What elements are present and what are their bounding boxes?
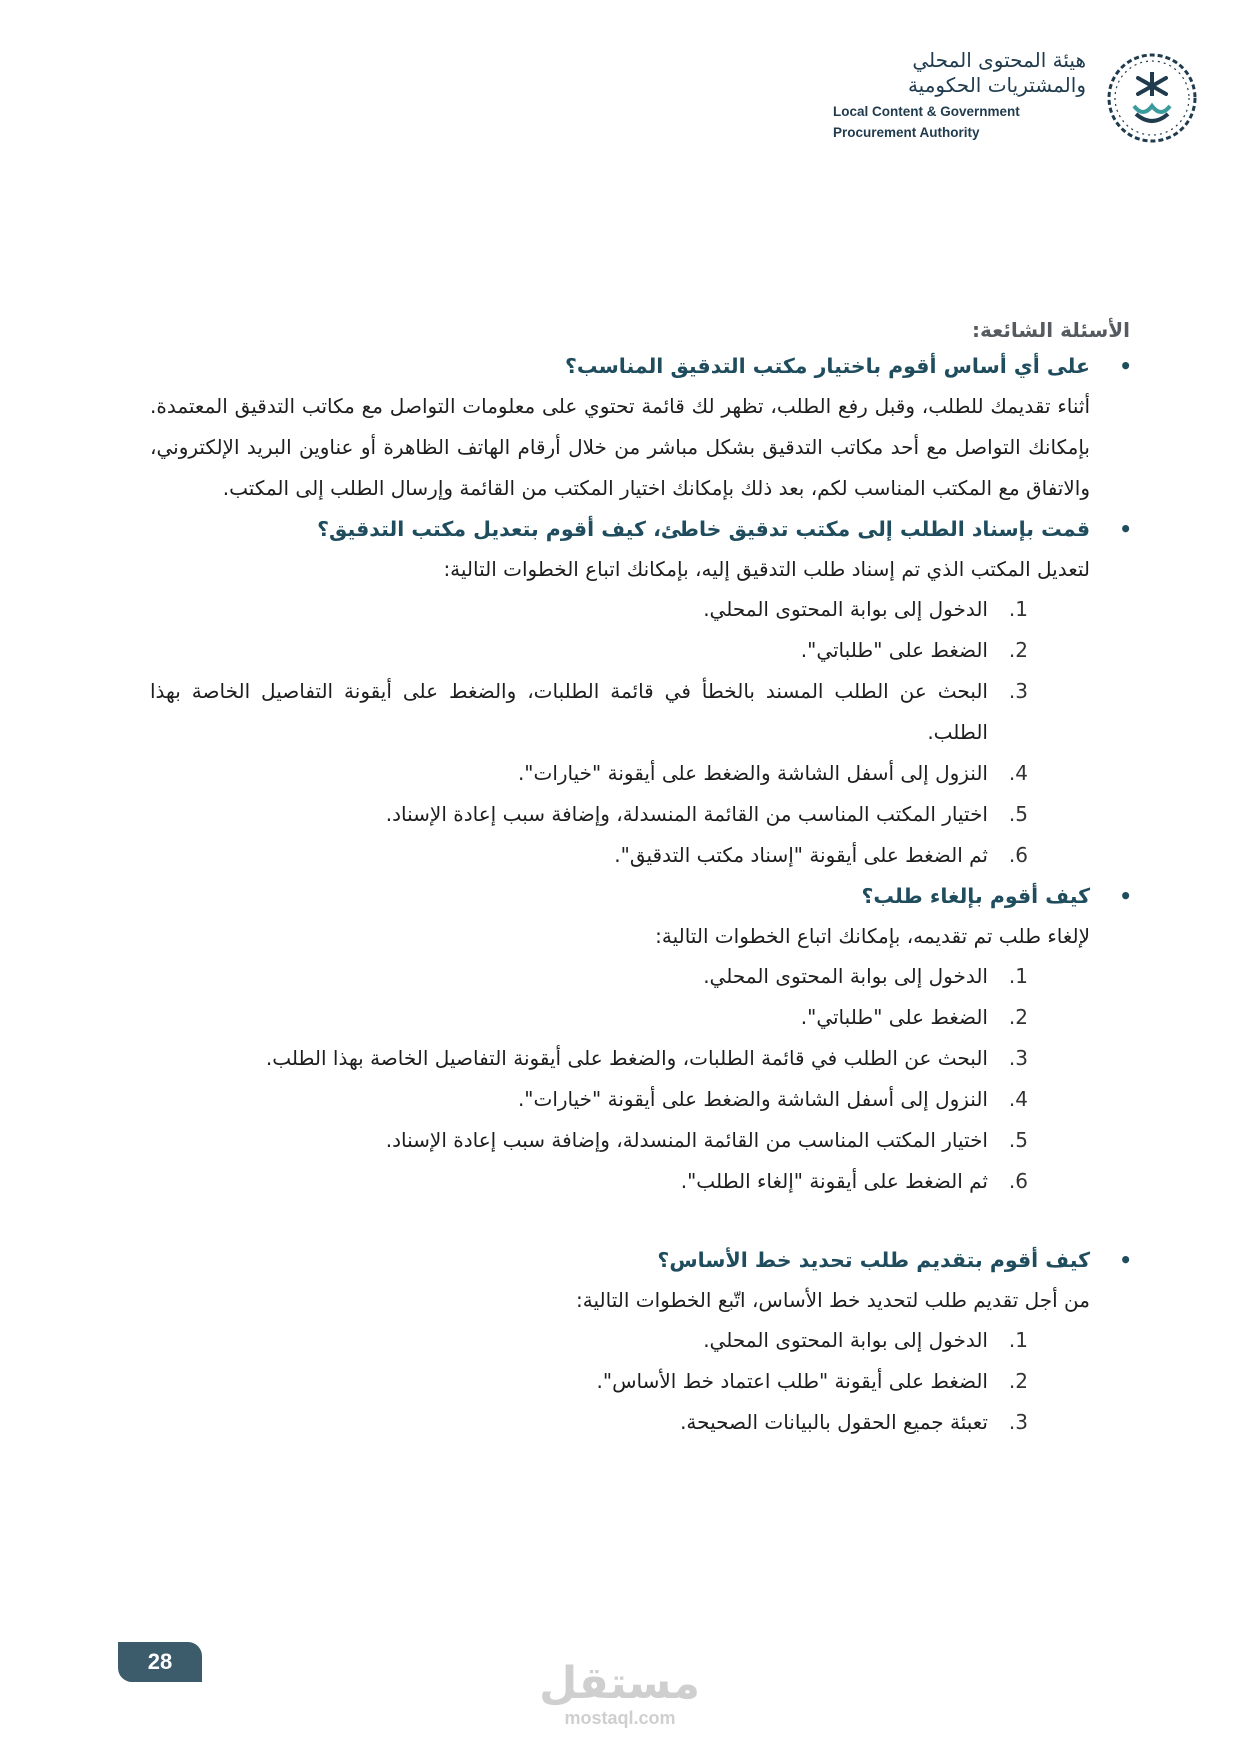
bullet-icon: •	[1119, 517, 1132, 541]
step-number: 5.	[1008, 802, 1028, 826]
step-number: 1.	[1008, 597, 1028, 621]
step-text: اختيار المكتب المناسب من القائمة المنسدلة، وإضافة سبب إعادة الإسناد.	[385, 802, 988, 826]
faq-heading: الأسئلة الشائعة:	[972, 318, 1130, 342]
step-text: النزول إلى أسفل الشاشة والضغط على أيقونة "خيارات".	[517, 1087, 988, 1111]
step-number: 3.	[1008, 1410, 1028, 1434]
bullet-icon: •	[1119, 884, 1132, 908]
watermark-ar: مستقل	[539, 1658, 700, 1709]
page-header	[822, 48, 1202, 158]
question-text: كيف أقوم بإلغاء طلب؟	[861, 884, 1090, 908]
org-name-ar-line2: والمشتريات الحكومية	[907, 73, 1086, 97]
step-text: البحث عن الطلب المسند بالخطأ في قائمة الطلبات، والضغط على أيقونة التفاصيل الخاصة بهذا الطلب.	[150, 679, 988, 744]
step-text: اختيار المكتب المناسب من القائمة المنسدلة، وإضافة سبب إعادة الإسناد.	[385, 1128, 988, 1152]
step-number: 3.	[1008, 1046, 1028, 1070]
faq-question-2	[150, 509, 1132, 549]
step-number: 6.	[1008, 1169, 1028, 1193]
org-name-ar-line1: هيئة المحتوى المحلي	[912, 48, 1086, 72]
list-item	[150, 1361, 1090, 1402]
faq-intro-4: من أجل تقديم طلب لتحديد خط الأساس، اتّبع الخطوات التالية:	[576, 1288, 1090, 1312]
step-text: الضغط على "طلباتي".	[800, 638, 988, 662]
list-item	[150, 1320, 1090, 1361]
steps-list-3	[150, 956, 1090, 1202]
list-item	[150, 997, 1090, 1038]
step-number: 2.	[1008, 1005, 1028, 1029]
step-text: الضغط على "طلباتي".	[800, 1005, 988, 1029]
faq-question-3	[150, 876, 1132, 916]
org-name-en-line1: Local Content & Government	[833, 104, 1020, 119]
list-item	[150, 1038, 1090, 1079]
step-text: الدخول إلى بوابة المحتوى المحلي.	[703, 1328, 988, 1352]
step-number: 4.	[1008, 761, 1028, 785]
page-number-badge: 28	[118, 1642, 202, 1682]
faq-answer-1: أثناء تقديمك للطلب، وقبل رفع الطلب، تظهر لك قائمة تحتوي على معلومات التواصل مع مكاتب التدقيق المعتمدة. بإمكانك التواصل مع أحد مكاتب التدقيق بشكل مباشر من خلال أرقام الهاتف الظاهرة أو عناوين البريد الإلكتروني، والاتفاق مع المكتب المناسب لكم، بعد ذلك بإمكانك اختيار المكتب من القائمة وإرسال الطلب إلى المكتب.	[150, 394, 1090, 500]
step-number: 5.	[1008, 1128, 1028, 1152]
steps-list-2	[150, 589, 1090, 876]
lcgpa-logo-icon	[1102, 48, 1202, 148]
step-number: 6.	[1008, 843, 1028, 867]
watermark-en: mostaql.com	[564, 1708, 676, 1728]
section-spacer	[150, 1202, 1090, 1240]
list-item	[150, 589, 1090, 630]
list-item	[150, 753, 1090, 794]
bullet-icon: •	[1119, 354, 1132, 378]
step-number: 4.	[1008, 1087, 1028, 1111]
step-text: البحث عن الطلب في قائمة الطلبات، والضغط على أيقونة التفاصيل الخاصة بهذا الطلب.	[265, 1046, 988, 1070]
step-text: ثم الضغط على أيقونة "إسناد مكتب التدقيق".	[614, 843, 988, 867]
bullet-icon: •	[1119, 1248, 1132, 1272]
list-item	[150, 956, 1090, 997]
org-name-block	[806, 48, 1086, 140]
steps-list-4	[150, 1320, 1090, 1443]
faq-intro-2: لتعديل المكتب الذي تم إسناد طلب التدقيق إليه، بإمكانك اتباع الخطوات التالية:	[443, 557, 1090, 581]
step-text: الدخول إلى بوابة المحتوى المحلي.	[703, 964, 988, 988]
faq-intro-3: لإلغاء طلب تم تقديمه، بإمكانك اتباع الخطوات التالية:	[655, 924, 1090, 948]
org-name-en-line2: Procurement Authority	[833, 125, 980, 140]
step-text: تعبئة جميع الحقول بالبيانات الصحيحة.	[680, 1410, 988, 1434]
faq-section	[150, 318, 1132, 1443]
list-item	[150, 1079, 1090, 1120]
watermark	[540, 1660, 700, 1728]
step-text: ثم الضغط على أيقونة "إلغاء الطلب".	[680, 1169, 988, 1193]
faq-question-4	[150, 1240, 1132, 1280]
list-item	[150, 794, 1090, 835]
list-item	[150, 1402, 1090, 1443]
step-text: الدخول إلى بوابة المحتوى المحلي.	[703, 597, 988, 621]
step-number: 1.	[1008, 1328, 1028, 1352]
list-item	[150, 630, 1090, 671]
step-text: النزول إلى أسفل الشاشة والضغط على أيقونة "خيارات".	[517, 761, 988, 785]
step-number: 2.	[1008, 1369, 1028, 1393]
question-text: قمت بإسناد الطلب إلى مكتب تدقيق خاطئ، كيف أقوم بتعديل مكتب التدقيق؟	[317, 517, 1090, 541]
list-item	[150, 671, 1090, 753]
list-item	[150, 835, 1090, 876]
step-number: 3.	[1008, 679, 1028, 703]
list-item	[150, 1161, 1090, 1202]
step-number: 2.	[1008, 638, 1028, 662]
list-item	[150, 1120, 1090, 1161]
step-text: الضغط على أيقونة "طلب اعتماد خط الأساس".	[596, 1369, 988, 1393]
question-text: كيف أقوم بتقديم طلب تحديد خط الأساس؟	[657, 1248, 1090, 1272]
faq-question-1	[150, 346, 1132, 386]
step-number: 1.	[1008, 964, 1028, 988]
question-text: على أي أساس أقوم باختيار مكتب التدقيق المناسب؟	[565, 354, 1090, 378]
